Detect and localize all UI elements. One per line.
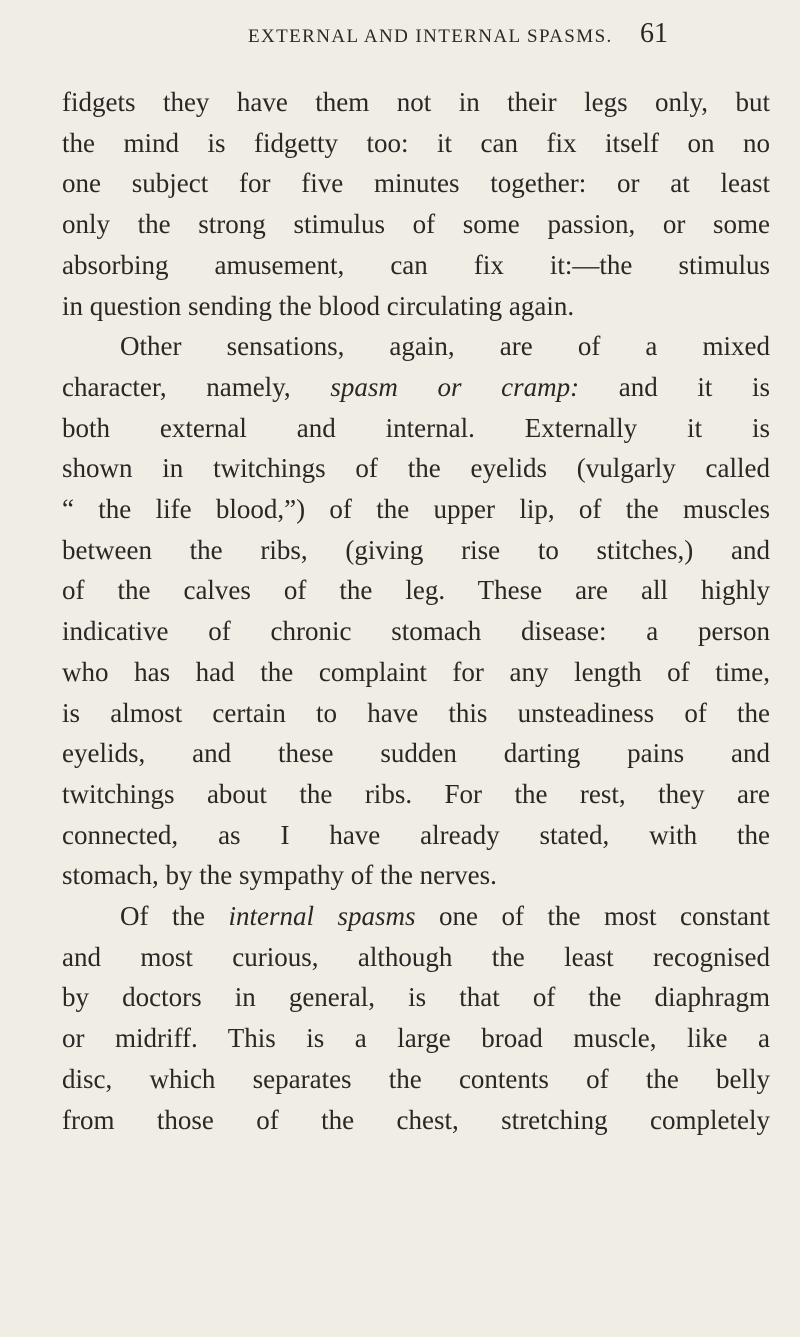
- text-line: [62, 1059, 770, 1100]
- text-line: [62, 1100, 770, 1141]
- text-line: [62, 1018, 770, 1059]
- text-span: fidgets they have them not in their legs only, but: [62, 87, 770, 117]
- text-line: [62, 367, 770, 408]
- text-span: both external and internal. Externally it is: [62, 412, 770, 443]
- text-span: only the strong stimulus of some passion, or some: [62, 209, 770, 240]
- text-span: shown in twitchings of the eyelids (vulgarly called: [62, 453, 770, 484]
- text-span: and most curious, although the least recognised: [62, 941, 770, 972]
- text-line: [62, 82, 770, 123]
- text-span: Other sensations, again, are of a mixed: [120, 331, 770, 362]
- text-span: absorbing amusement, can fix it:—the stimulus: [62, 249, 770, 280]
- text-line: [62, 937, 770, 978]
- text-span: connected, as I have already stated, with the: [62, 819, 770, 850]
- text-line: [62, 204, 770, 245]
- italic-text: spasm or cramp:: [330, 371, 580, 402]
- page-header: [248, 18, 668, 50]
- text-line: [62, 774, 770, 815]
- text-line: [62, 815, 770, 856]
- text-span: eyelids, and these sudden darting pains and: [62, 738, 770, 769]
- text-span: character, namely,: [62, 371, 331, 402]
- text-span: and it is: [579, 371, 770, 402]
- page-number: 61: [640, 18, 668, 49]
- text-span: by doctors in general, is that of the diaphragm: [62, 982, 770, 1013]
- text-span: twitchings about the ribs. For the rest, they are: [62, 778, 770, 809]
- text-span: in question sending the blood circulating again.: [62, 290, 575, 321]
- text-line: [62, 326, 770, 367]
- text-line: [62, 977, 770, 1018]
- text-line: [62, 245, 770, 286]
- body-text: [62, 82, 770, 1140]
- text-span: disc, which separates the contents of the belly: [62, 1063, 770, 1094]
- text-line: [62, 163, 770, 204]
- text-span: “ the life blood,”) of the upper lip, of the muscles: [62, 494, 770, 525]
- text-span: is almost certain to have this unsteadiness of the: [62, 697, 770, 728]
- text-span: one of the most constant: [415, 901, 770, 932]
- text-line: [62, 896, 770, 937]
- text-line: [62, 448, 770, 489]
- text-span: of the calves of the leg. These are all highly: [62, 575, 770, 606]
- text-line: [62, 123, 770, 164]
- text-span: or midriff. This is a large broad muscle, like a: [62, 1023, 770, 1054]
- text-span: Of the: [120, 901, 229, 932]
- text-span: stomach, by the sympathy of the nerves.: [62, 860, 497, 891]
- running-header: EXTERNAL AND INTERNAL SPASMS.: [248, 26, 613, 47]
- text-line: [62, 693, 770, 734]
- text-line: [62, 286, 770, 327]
- text-span: who has had the complaint for any length of time,: [62, 656, 770, 687]
- text-span: the mind is fidgetty too: it can fix itself on no: [62, 127, 770, 158]
- text-line: [62, 611, 770, 652]
- text-span: from those of the chest, stretching completely: [62, 1104, 770, 1135]
- text-line: [62, 570, 770, 611]
- text-line: [62, 489, 770, 530]
- text-span: between the ribs, (giving rise to stitches,) and: [62, 534, 770, 565]
- text-line: [62, 855, 770, 896]
- text-span: one subject for five minutes together: or at least: [62, 168, 770, 199]
- text-line: [62, 733, 770, 774]
- text-line: [62, 408, 770, 449]
- text-line: [62, 652, 770, 693]
- italic-text: internal spasms: [228, 901, 416, 932]
- text-span: indicative of chronic stomach disease: a person: [62, 616, 770, 647]
- text-line: [62, 530, 770, 571]
